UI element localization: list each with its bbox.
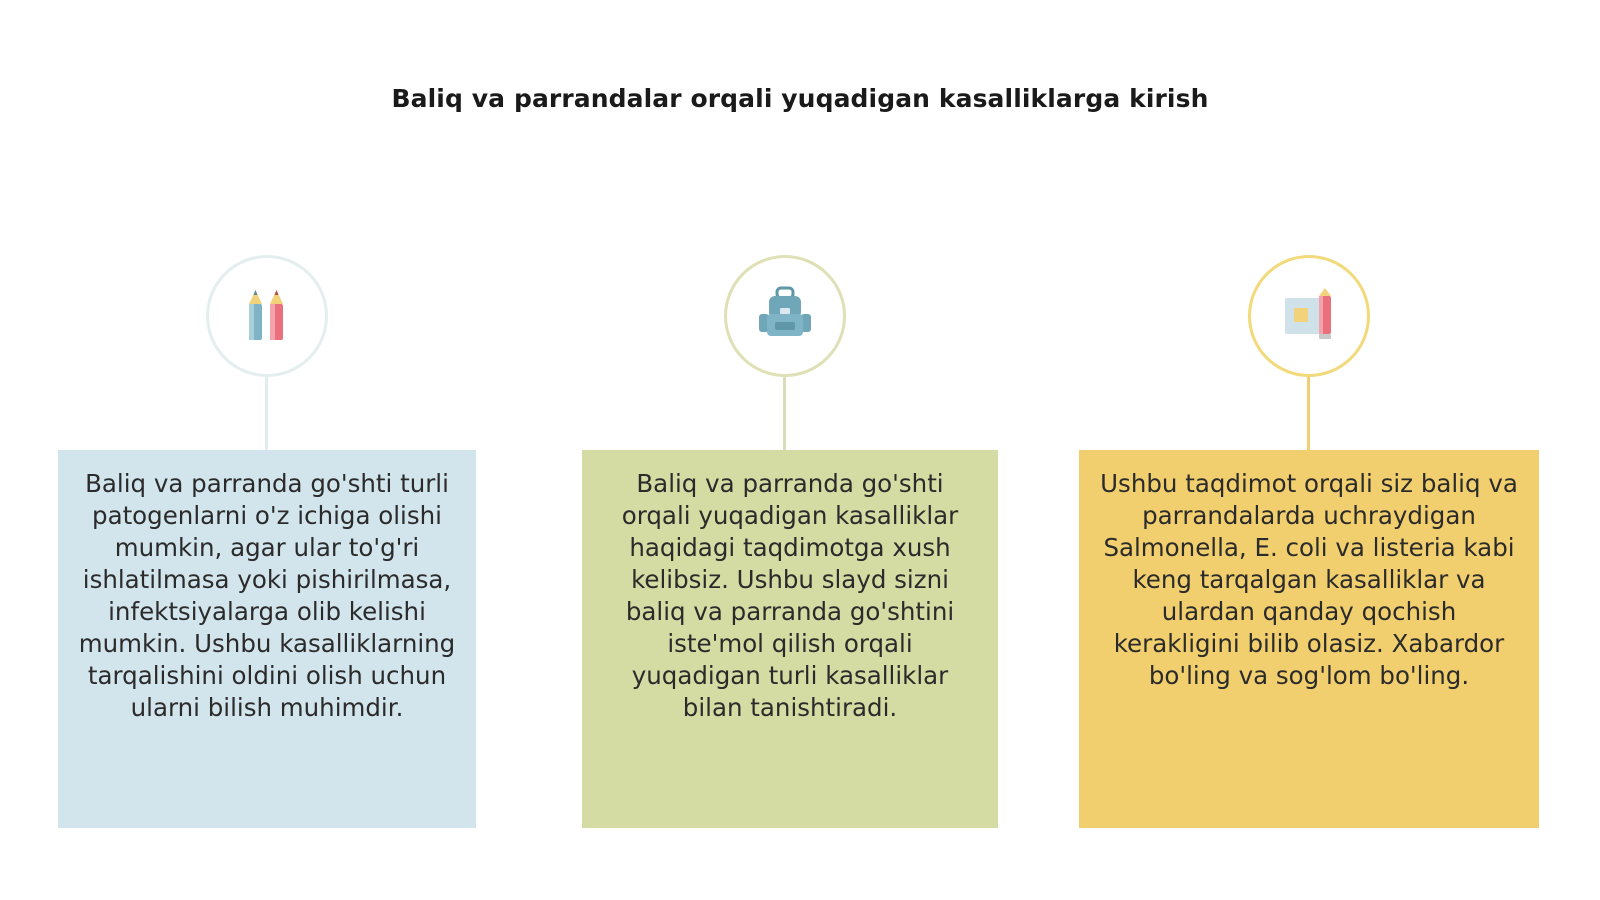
backpack-icon [755, 284, 815, 348]
icon-circle-3 [1248, 255, 1370, 377]
icon-circle-1 [206, 255, 328, 377]
card-text-2: Baliq va parranda go'shti orqali yuqadigan kasalliklar haqidagi taqdimotga xush kelibsiz. Ushbu slayd sizni baliq va parranda go'shtini iste'mol qilish orqali yuqadigan turli kasalliklar bilan tanishtiradi. [621, 469, 959, 722]
info-card-3 [1079, 450, 1539, 828]
connector-line-3 [1307, 377, 1310, 451]
card-text-1: Baliq va parranda go'shti turli patogenlarni o'z ichiga olishi mumkin, agar ular to'g'ri ishlatilmasa yoki pishirilmasa, infektsiyalarga olib kelishi mumkin. Ushbu kasalliklarning tarqalishini oldini olish uchun ularni bilish muhimdir. [78, 469, 456, 722]
pencils-icon [239, 284, 295, 348]
icon-circle-2 [724, 255, 846, 377]
connector-line-2 [783, 377, 786, 451]
card-text-3: Ushbu taqdimot orqali siz baliq va parrandalarda uchraydigan Salmonella, E. coli va listeria kabi keng tarqalgan kasalliklar va ulardan qanday qochish kerakligini bilib olasiz. Xabardor bo'ling va sog'lom bo'ling. [1100, 469, 1518, 690]
slide-title: Baliq va parrandalar orqali yuqadigan kasalliklarga kirish [391, 84, 1209, 113]
drawing-board-icon [1279, 284, 1339, 348]
connector-line-1 [265, 377, 268, 451]
info-card-1 [58, 450, 476, 828]
info-card-2 [582, 450, 998, 828]
